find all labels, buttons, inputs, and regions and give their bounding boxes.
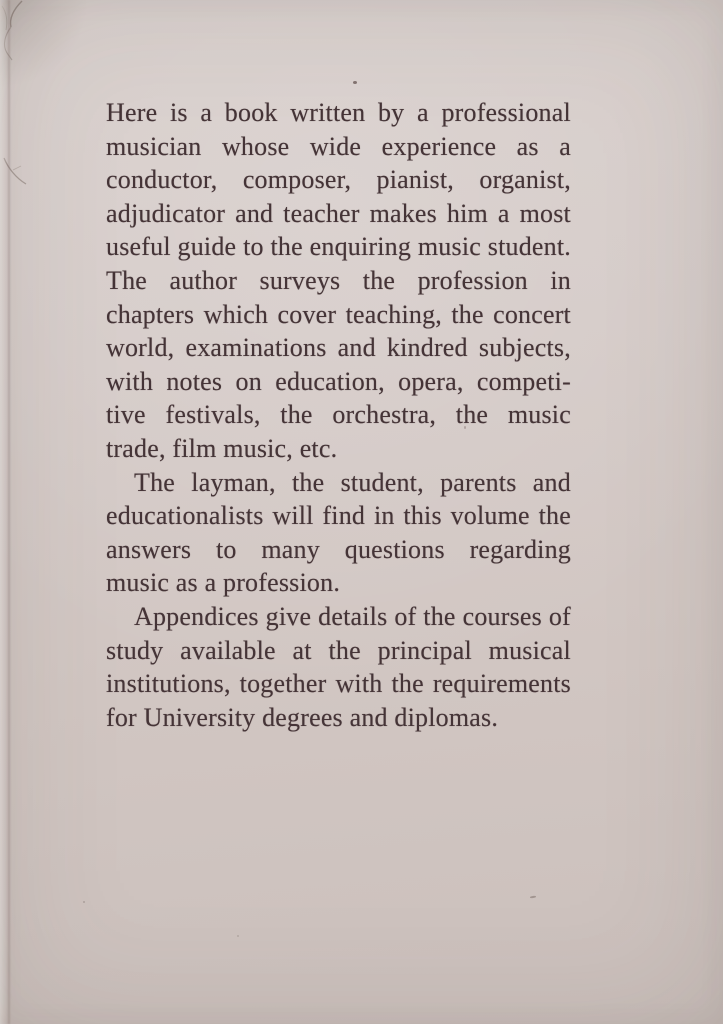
word: the bbox=[423, 601, 456, 631]
text-line bbox=[106, 130, 571, 164]
word: answers bbox=[106, 534, 192, 564]
word: teaching, bbox=[345, 299, 442, 329]
word: a bbox=[559, 131, 571, 161]
word: music bbox=[507, 400, 571, 430]
word: in bbox=[550, 265, 571, 295]
word: of bbox=[548, 601, 571, 631]
word: written bbox=[290, 98, 366, 127]
word: conductor, bbox=[106, 165, 218, 195]
word: the bbox=[391, 669, 424, 699]
word: orchestra, bbox=[332, 400, 437, 430]
word: The bbox=[106, 265, 148, 295]
page-left-edge-highlight bbox=[0, 0, 7, 1024]
word: competi- bbox=[476, 366, 571, 396]
word: the bbox=[362, 265, 396, 295]
word: him bbox=[446, 198, 488, 228]
word: which bbox=[203, 299, 269, 329]
word: kindred bbox=[386, 333, 468, 363]
word: festivals, bbox=[165, 400, 261, 430]
word: principal bbox=[377, 635, 472, 665]
word: is bbox=[169, 98, 188, 127]
word: composer, bbox=[242, 165, 352, 195]
text-line bbox=[106, 398, 571, 432]
paragraph bbox=[106, 466, 571, 600]
word: The bbox=[134, 467, 176, 497]
word: at bbox=[292, 635, 312, 665]
word: by bbox=[377, 98, 405, 127]
word: world, bbox=[106, 333, 175, 363]
text-line: trade, film music, etc. bbox=[106, 433, 338, 463]
word: a bbox=[417, 98, 429, 127]
word: the bbox=[451, 299, 484, 329]
word: professional bbox=[441, 98, 571, 127]
word: surveys bbox=[259, 265, 341, 295]
word: find bbox=[322, 501, 366, 531]
text-line: for University degrees and diplomas. bbox=[106, 702, 499, 732]
word: the bbox=[328, 635, 361, 665]
word: the bbox=[270, 232, 303, 262]
word: on bbox=[235, 366, 262, 396]
paper-speck bbox=[83, 901, 85, 903]
word: the bbox=[538, 501, 571, 531]
word: book bbox=[224, 98, 278, 127]
word: volume bbox=[450, 501, 530, 531]
text-line bbox=[106, 533, 571, 567]
paper-speck bbox=[530, 896, 536, 899]
word: makes bbox=[369, 198, 437, 228]
word: as bbox=[516, 131, 539, 161]
word: chapters bbox=[106, 299, 195, 329]
word: parents bbox=[440, 467, 517, 497]
word: organist, bbox=[479, 165, 571, 195]
word: profession bbox=[417, 265, 528, 295]
word: teacher bbox=[283, 198, 360, 228]
word: in bbox=[373, 501, 395, 531]
word: student, bbox=[340, 467, 424, 497]
page-left-edge-line bbox=[8, 0, 10, 1024]
text-line bbox=[106, 197, 571, 231]
word: this bbox=[403, 501, 442, 531]
word: and bbox=[337, 333, 376, 363]
text-line bbox=[106, 163, 571, 197]
word: subjects, bbox=[478, 333, 571, 363]
paragraph bbox=[106, 600, 571, 734]
word: musical bbox=[488, 635, 571, 665]
word: give bbox=[265, 601, 312, 631]
word: many bbox=[261, 534, 320, 564]
word: wide bbox=[309, 131, 362, 161]
word: whose bbox=[221, 131, 290, 161]
word: to bbox=[243, 232, 264, 262]
word: examinations bbox=[185, 333, 327, 363]
word: Appendices bbox=[134, 601, 259, 631]
text-line: music as a profession. bbox=[106, 568, 341, 598]
text-line bbox=[106, 298, 571, 332]
word: layman, bbox=[191, 467, 276, 497]
text-line bbox=[106, 96, 571, 130]
word: enquiring bbox=[309, 232, 412, 262]
word: the bbox=[455, 400, 489, 430]
word: available bbox=[180, 635, 276, 665]
text-line bbox=[106, 634, 571, 668]
word: adjudicator bbox=[106, 198, 226, 228]
text-line bbox=[106, 264, 571, 298]
word: useful bbox=[106, 232, 171, 262]
word: musician bbox=[106, 131, 202, 161]
word: notes bbox=[166, 366, 223, 396]
word: concert bbox=[493, 299, 571, 329]
word: a bbox=[200, 98, 213, 127]
word: cover bbox=[277, 299, 337, 329]
word: tive bbox=[106, 400, 146, 430]
word: guide bbox=[177, 232, 237, 262]
word: experience bbox=[381, 131, 497, 161]
word: together bbox=[239, 669, 327, 699]
word: Here bbox=[106, 98, 158, 127]
word: education, bbox=[275, 366, 385, 396]
word: regarding bbox=[469, 534, 571, 564]
word: pianist, bbox=[376, 165, 454, 195]
text-line bbox=[106, 600, 571, 634]
word: with bbox=[335, 669, 383, 699]
text-line bbox=[106, 466, 571, 500]
word: to bbox=[215, 534, 237, 564]
text-line bbox=[106, 499, 571, 533]
word: and bbox=[235, 198, 274, 228]
word: music bbox=[417, 232, 481, 262]
word: opera, bbox=[398, 366, 464, 396]
crease-mark bbox=[0, 0, 70, 210]
word: study bbox=[106, 635, 164, 665]
word: will bbox=[272, 501, 314, 531]
word: of bbox=[394, 601, 417, 631]
word: the bbox=[280, 400, 313, 430]
word: details bbox=[318, 601, 388, 631]
word: author bbox=[169, 265, 238, 295]
word: with bbox=[106, 366, 154, 396]
paper-speck bbox=[237, 935, 239, 937]
word: most bbox=[519, 198, 571, 228]
text-line bbox=[106, 230, 571, 264]
blurb-text-block bbox=[106, 96, 571, 734]
paper-speck bbox=[353, 81, 357, 84]
word: student. bbox=[487, 232, 571, 262]
word: questions bbox=[344, 534, 445, 564]
word: educationalists bbox=[106, 501, 264, 531]
word: requirements bbox=[432, 669, 571, 699]
text-line bbox=[106, 331, 571, 365]
word: the bbox=[291, 467, 325, 497]
word: courses bbox=[462, 601, 542, 631]
paragraph bbox=[106, 96, 571, 466]
word: a bbox=[497, 198, 510, 228]
text-line bbox=[106, 667, 571, 701]
text-line bbox=[106, 365, 571, 399]
word: and bbox=[532, 467, 571, 497]
word: institutions, bbox=[106, 669, 231, 699]
